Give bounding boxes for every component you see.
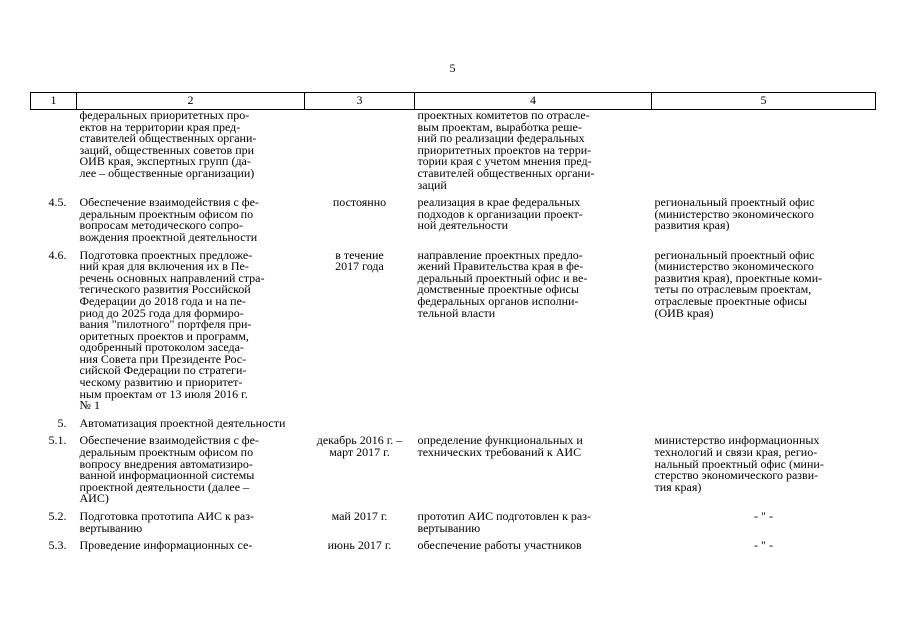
header-cell-4: 4 bbox=[415, 93, 652, 110]
row-term: май 2017 г. bbox=[331, 509, 388, 523]
plan-table bbox=[30, 92, 876, 552]
header-cell-2: 2 bbox=[77, 93, 305, 110]
row-result: направление проектных предло- жений Правительства края в фе- деральный проектный офис и ве- домственные проектные офисы федеральных органов исполни- тельной власти bbox=[417, 247, 588, 320]
row-responsible: министерство информационных технологий и связи края, регио- нальный проектный офис (мини- стерство экономического разви- тия края) bbox=[654, 433, 824, 494]
row-result: реализация в крае федеральных подходов к организации проект- ной деятельности bbox=[417, 195, 583, 233]
header-cell-1: 1 bbox=[31, 93, 77, 110]
section-row bbox=[31, 418, 876, 430]
section-number: 5. bbox=[57, 415, 67, 430]
row-task: Проведение информационных се- bbox=[79, 538, 253, 553]
page-number: 5 bbox=[449, 61, 456, 75]
row-task: Подготовка проектных предложе- ний края для включения их в Пе- речень основных направлений стра- тегического развития Российской Федерации до 2018 года и на пе- риод до 2025 года для формиро- вания "пилотного" портфеля при- оритетных проектов и программ, одобренный протоколом заседа- ния Совета при Президенте Рос- сийской Федерации по стратеги- ческому развитию и приоритет- ным проектам от 13 июля 2016 г. № 1 bbox=[79, 247, 265, 413]
table-header-row bbox=[31, 93, 876, 110]
row-result: прототип АИС подготовлен к раз- вертыванию bbox=[417, 509, 591, 535]
row-result: обеспечение работы участников bbox=[417, 538, 582, 553]
row-number: 5.3. bbox=[48, 538, 67, 553]
row-responsible-ditto: - " - bbox=[754, 509, 773, 523]
row-number: 4.6. bbox=[48, 247, 67, 262]
row-result: определение функциональных и технических требований к АИС bbox=[417, 433, 583, 460]
row-task: федеральных приоритетных про- ектов на территории края пред- ставителей общественных органи- заций, общественных советов при ОИВ края, экспертных групп (да- лее – общественные организации) bbox=[79, 108, 257, 180]
table-row bbox=[31, 511, 876, 534]
row-term: постоянно bbox=[332, 195, 387, 210]
row-term: в течение 2017 года bbox=[335, 247, 384, 274]
row-responsible: региональный проектный офис (министерство экономического развития края) bbox=[654, 195, 815, 233]
row-number bbox=[31, 110, 77, 192]
row-responsible bbox=[652, 110, 876, 192]
row-term bbox=[305, 110, 415, 192]
table-row bbox=[31, 250, 876, 412]
table-row bbox=[31, 540, 876, 552]
row-task: Подготовка прототипа АИС к раз- вертыванию bbox=[79, 509, 254, 535]
row-responsible-ditto: - " - bbox=[754, 538, 773, 553]
row-term: июнь 2017 г. bbox=[327, 538, 392, 553]
row-number: 5.1. bbox=[48, 433, 67, 448]
row-responsible: региональный проектный офис (министерство экономического развития края), проектные коми- теты по отраслевым проектам, отраслевые проектные офисы (ОИВ края) bbox=[654, 247, 823, 320]
table-row bbox=[31, 110, 876, 192]
header-cell-3: 3 bbox=[305, 93, 415, 110]
header-cell-5: 5 bbox=[652, 93, 876, 110]
table-row bbox=[31, 435, 876, 505]
table-row bbox=[31, 197, 876, 243]
row-number: 4.5. bbox=[48, 195, 67, 210]
section-title: Автоматизация проектной деятельности bbox=[79, 415, 286, 430]
row-task: Обеспечение взаимодействия с фе- деральным проектным офисом по вопросам методического сопро- вождения проектной деятельности bbox=[79, 195, 259, 244]
row-number: 5.2. bbox=[48, 509, 67, 523]
row-task: Обеспечение взаимодействия с фе- деральным проектным офисом по вопросу внедрения автоматизиро- ванной информационной системы проектной деятельности (далее – АИС) bbox=[79, 433, 259, 506]
row-result: проектных комитетов по отрасле- вым проектам, выработка реше- ний по реализации федеральных приоритетных проектов на терри- тории края с учетом мнения пред- ставителей общественных органи- заций bbox=[417, 108, 595, 192]
row-term: декабрь 2016 г. – март 2017 г. bbox=[316, 433, 403, 460]
